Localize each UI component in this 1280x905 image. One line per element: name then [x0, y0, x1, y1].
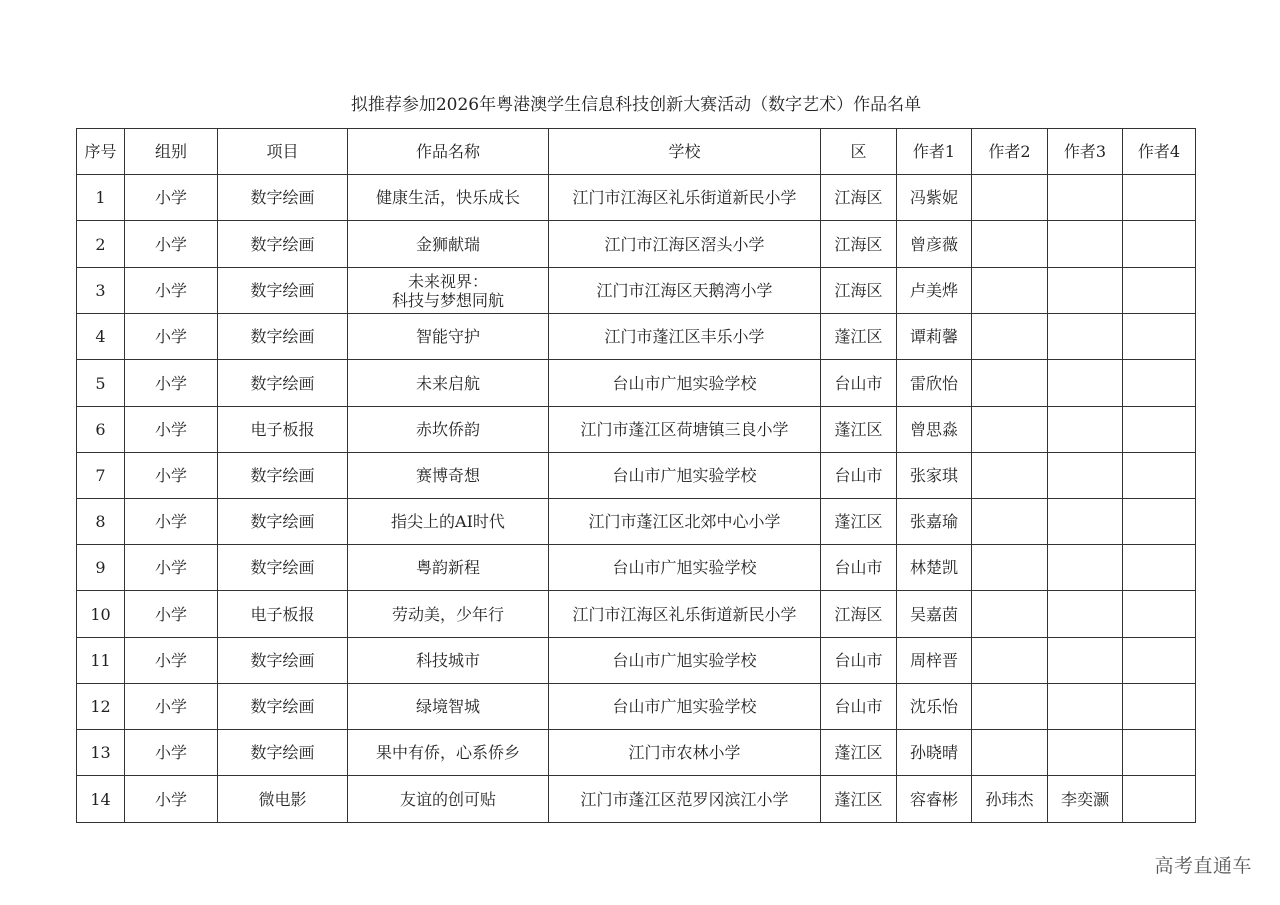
- cell-seq: 2: [77, 221, 125, 268]
- cell-author4: [1123, 499, 1196, 545]
- cell-author4: [1123, 730, 1196, 776]
- cell-author2: 孙玮杰: [972, 776, 1048, 823]
- cell-work-name: 粤韵新程: [348, 545, 549, 591]
- cell-school: 江门市江海区滘头小学: [549, 221, 821, 268]
- cell-district: 江海区: [821, 221, 897, 268]
- cell-author4: [1123, 221, 1196, 268]
- cell-work-name: 果中有侨，心系侨乡: [348, 730, 549, 776]
- cell-district: 台山市: [821, 684, 897, 730]
- cell-author1: 吴嘉茵: [897, 591, 972, 638]
- cell-author3: [1048, 314, 1123, 360]
- cell-project: 数字绘画: [218, 268, 348, 314]
- cell-group: 小学: [125, 221, 218, 268]
- cell-work-name: 劳动美，少年行: [348, 591, 549, 638]
- cell-seq: 7: [77, 453, 125, 499]
- cell-author1: 孙晓晴: [897, 730, 972, 776]
- header-project: 项目: [218, 129, 348, 175]
- nomination-table: [76, 128, 1196, 823]
- cell-author4: [1123, 268, 1196, 314]
- cell-project: 微电影: [218, 776, 348, 823]
- cell-seq: 3: [77, 268, 125, 314]
- table-row: [77, 360, 1196, 407]
- work-name-line2: 科技与梦想同航: [391, 290, 504, 310]
- cell-district: 台山市: [821, 545, 897, 591]
- cell-group: 小学: [125, 776, 218, 823]
- cell-seq: 12: [77, 684, 125, 730]
- cell-author3: [1048, 453, 1123, 499]
- cell-group: 小学: [125, 684, 218, 730]
- cell-district: 蓬江区: [821, 730, 897, 776]
- header-district: 区: [821, 129, 897, 175]
- cell-district: 江海区: [821, 268, 897, 314]
- cell-district: 台山市: [821, 360, 897, 407]
- cell-work-name: 科技城市: [348, 638, 549, 684]
- header-author3: 作者3: [1048, 129, 1123, 175]
- cell-district: 蓬江区: [821, 407, 897, 453]
- cell-author4: [1123, 175, 1196, 221]
- cell-group: 小学: [125, 545, 218, 591]
- cell-district: 蓬江区: [821, 776, 897, 823]
- cell-author2: [972, 453, 1048, 499]
- header-work-name: 作品名称: [348, 129, 549, 175]
- cell-seq: 8: [77, 499, 125, 545]
- cell-group: 小学: [125, 314, 218, 360]
- header-author2: 作者2: [972, 129, 1048, 175]
- cell-author3: [1048, 268, 1123, 314]
- cell-author4: [1123, 776, 1196, 823]
- cell-author3: [1048, 221, 1123, 268]
- cell-seq: 1: [77, 175, 125, 221]
- cell-district: 蓬江区: [821, 499, 897, 545]
- cell-school: 江门市农林小学: [549, 730, 821, 776]
- table-row: [77, 730, 1196, 776]
- cell-group: 小学: [125, 591, 218, 638]
- cell-author1: 雷欣怡: [897, 360, 972, 407]
- cell-author2: [972, 499, 1048, 545]
- cell-project: 电子板报: [218, 591, 348, 638]
- cell-seq: 9: [77, 545, 125, 591]
- table-row: [77, 684, 1196, 730]
- header-school: 学校: [549, 129, 821, 175]
- cell-group: 小学: [125, 175, 218, 221]
- cell-school: 江门市江海区礼乐街道新民小学: [549, 591, 821, 638]
- cell-seq: 13: [77, 730, 125, 776]
- cell-author2: [972, 268, 1048, 314]
- cell-district: 台山市: [821, 453, 897, 499]
- cell-district: 蓬江区: [821, 314, 897, 360]
- cell-school: 台山市广旭实验学校: [549, 684, 821, 730]
- cell-group: 小学: [125, 268, 218, 314]
- cell-school: 江门市蓬江区北郊中心小学: [549, 499, 821, 545]
- cell-seq: 4: [77, 314, 125, 360]
- cell-school: 江门市蓬江区荷塘镇三良小学: [549, 407, 821, 453]
- cell-group: 小学: [125, 360, 218, 407]
- cell-work-name: 健康生活，快乐成长: [348, 175, 549, 221]
- cell-school: 江门市蓬江区丰乐小学: [549, 314, 821, 360]
- cell-project: 数字绘画: [218, 499, 348, 545]
- cell-seq: 5: [77, 360, 125, 407]
- cell-author1: 周梓晋: [897, 638, 972, 684]
- cell-school: 江门市江海区礼乐街道新民小学: [549, 175, 821, 221]
- cell-author1: 容睿彬: [897, 776, 972, 823]
- cell-project: 电子板报: [218, 407, 348, 453]
- cell-district: 江海区: [821, 591, 897, 638]
- header-seq: 序号: [77, 129, 125, 175]
- cell-author4: [1123, 545, 1196, 591]
- table-row: [77, 268, 1196, 314]
- cell-author1: 曾思淼: [897, 407, 972, 453]
- cell-seq: 11: [77, 638, 125, 684]
- table-row: [77, 221, 1196, 268]
- cell-author2: [972, 730, 1048, 776]
- table-row: [77, 407, 1196, 453]
- cell-school: 台山市广旭实验学校: [549, 545, 821, 591]
- cell-group: 小学: [125, 407, 218, 453]
- cell-project: 数字绘画: [218, 730, 348, 776]
- cell-seq: 10: [77, 591, 125, 638]
- cell-author1: 沈乐怡: [897, 684, 972, 730]
- cell-author3: [1048, 638, 1123, 684]
- cell-author2: [972, 314, 1048, 360]
- table-row: [77, 545, 1196, 591]
- cell-author3: [1048, 730, 1123, 776]
- table-row: [77, 591, 1196, 638]
- cell-project: 数字绘画: [218, 314, 348, 360]
- cell-project: 数字绘画: [218, 545, 348, 591]
- cell-author4: [1123, 314, 1196, 360]
- cell-author3: [1048, 591, 1123, 638]
- table-row: [77, 776, 1196, 823]
- cell-author1: 谭莉馨: [897, 314, 972, 360]
- cell-seq: 14: [77, 776, 125, 823]
- cell-work-name: 未来启航: [348, 360, 549, 407]
- cell-work-name: 赛博奇想: [348, 453, 549, 499]
- cell-work-name: 友谊的创可贴: [348, 776, 549, 823]
- cell-author1: 卢美烨: [897, 268, 972, 314]
- header-group: 组别: [125, 129, 218, 175]
- cell-author4: [1123, 684, 1196, 730]
- cell-project: 数字绘画: [218, 638, 348, 684]
- cell-author2: [972, 175, 1048, 221]
- cell-author2: [972, 591, 1048, 638]
- cell-author1: 张家琪: [897, 453, 972, 499]
- cell-district: 台山市: [821, 638, 897, 684]
- cell-author4: [1123, 360, 1196, 407]
- table-row: [77, 638, 1196, 684]
- cell-group: 小学: [125, 499, 218, 545]
- cell-author3: [1048, 175, 1123, 221]
- cell-school: 江门市蓬江区范罗冈滨江小学: [549, 776, 821, 823]
- cell-author4: [1123, 407, 1196, 453]
- table-header-row: [77, 129, 1196, 175]
- cell-group: 小学: [125, 453, 218, 499]
- cell-seq: 6: [77, 407, 125, 453]
- cell-author2: [972, 221, 1048, 268]
- cell-author2: [972, 407, 1048, 453]
- cell-author2: [972, 545, 1048, 591]
- cell-project: 数字绘画: [218, 221, 348, 268]
- cell-work-name: 指尖上的AI时代: [348, 499, 549, 545]
- cell-school: 台山市广旭实验学校: [549, 453, 821, 499]
- cell-author1: 张嘉瑜: [897, 499, 972, 545]
- cell-author3: [1048, 684, 1123, 730]
- cell-author2: [972, 638, 1048, 684]
- cell-project: 数字绘画: [218, 684, 348, 730]
- cell-work-name: 赤坎侨韵: [348, 407, 549, 453]
- cell-author3: 李奕灏: [1048, 776, 1123, 823]
- cell-author1: 曾彦薇: [897, 221, 972, 268]
- cell-school: 台山市广旭实验学校: [549, 360, 821, 407]
- cell-district: 江海区: [821, 175, 897, 221]
- header-author4: 作者4: [1123, 129, 1196, 175]
- cell-school: 台山市广旭实验学校: [549, 638, 821, 684]
- cell-project: 数字绘画: [218, 175, 348, 221]
- cell-work-name: 绿境智城: [348, 684, 549, 730]
- table-row: [77, 175, 1196, 221]
- table-row: [77, 453, 1196, 499]
- cell-school: 江门市江海区天鹅湾小学: [549, 268, 821, 314]
- cell-group: 小学: [125, 638, 218, 684]
- cell-author1: 冯紫妮: [897, 175, 972, 221]
- cell-author2: [972, 684, 1048, 730]
- cell-author3: [1048, 545, 1123, 591]
- work-name-line1: 未来视界：: [407, 271, 488, 291]
- watermark: 高考直通车: [1154, 855, 1252, 877]
- page-title: 拟推荐参加2026年粤港澳学生信息科技创新大赛活动（数字艺术）作品名单: [350, 95, 922, 115]
- cell-project: 数字绘画: [218, 453, 348, 499]
- header-author1: 作者1: [897, 129, 972, 175]
- cell-work-name: 金狮献瑞: [348, 221, 549, 268]
- cell-work-name: 智能守护: [348, 314, 549, 360]
- cell-author4: [1123, 591, 1196, 638]
- cell-group: 小学: [125, 730, 218, 776]
- cell-author2: [972, 360, 1048, 407]
- cell-author4: [1123, 453, 1196, 499]
- cell-project: 数字绘画: [218, 360, 348, 407]
- cell-author4: [1123, 638, 1196, 684]
- cell-author3: [1048, 407, 1123, 453]
- table-row: [77, 499, 1196, 545]
- cell-author3: [1048, 360, 1123, 407]
- cell-author3: [1048, 499, 1123, 545]
- cell-author1: 林楚凯: [897, 545, 972, 591]
- cell-work-name: [348, 268, 549, 314]
- table-row: [77, 314, 1196, 360]
